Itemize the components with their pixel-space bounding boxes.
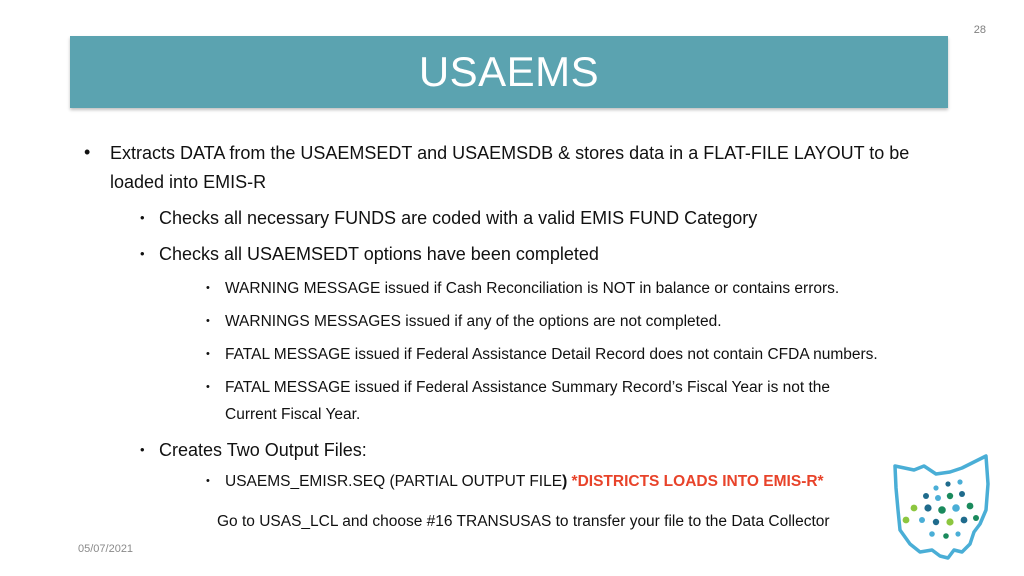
bullet-dot-icon: •: [140, 210, 145, 225]
bullet-checks-options: Checks all USAEMSEDT options have been completed: [159, 244, 599, 264]
bullet-fatal-summary-line1: FATAL MESSAGE issued if Federal Assistance Summary Record’s Fiscal Year is not the: [225, 379, 831, 396]
output-file-name: USAEMS_EMISR.SEQ (PARTIAL OUTPUT FILE: [225, 473, 563, 490]
bullet-warning-message: WARNING MESSAGE issued if Cash Reconciliation is NOT in balance or contains errors.: [225, 280, 840, 297]
bullet-extracts-line1: Extracts DATA from the USAEMSEDT and USAEMSDB & stores data in a FLAT-FILE LAYOUT to be: [110, 143, 910, 163]
footer-date: 05/07/2021: [78, 543, 134, 555]
bullet-fatal-detail: FATAL MESSAGE issued if Federal Assistance Detail Record does not contain CFDA numbers.: [225, 346, 878, 363]
bullet-output-file: [225, 473, 824, 491]
output-file-paren: ): [562, 473, 568, 490]
bullet-extracts-line2: loaded into EMIS-R: [110, 172, 267, 192]
bullet-dot-icon: •: [206, 282, 210, 294]
bullet-dot-icon: •: [206, 475, 210, 487]
slide-title: USAEMS: [418, 48, 600, 95]
bullet-dot-icon: •: [206, 348, 210, 360]
bullet-creates-output: Creates Two Output Files:: [159, 440, 367, 460]
bullet-dot-icon: •: [84, 142, 91, 162]
bullet-fatal-summary-line2: Current Fiscal Year.: [225, 406, 361, 423]
districts-loads-highlight: *DISTRICTS LOADS INTO EMIS-R*: [567, 473, 824, 490]
bullet-dot-icon: •: [140, 246, 145, 261]
bullet-dot-icon: •: [206, 381, 210, 393]
bullet-warnings-messages: WARNINGS MESSAGES issued if any of the options are not completed.: [225, 313, 722, 330]
slide-number: 28: [973, 24, 986, 36]
bullet-dot-icon: •: [206, 315, 210, 327]
transfer-note: Go to USAS_LCL and choose #16 TRANSUSAS to transfer your file to the Data Collector: [217, 513, 830, 530]
bullet-dot-icon: •: [140, 442, 145, 457]
bullet-checks-funds: Checks all necessary FUNDS are coded with a valid EMIS FUND Category: [159, 208, 758, 228]
ohio-state-logo: [892, 452, 992, 564]
logo-dots: [903, 479, 979, 538]
